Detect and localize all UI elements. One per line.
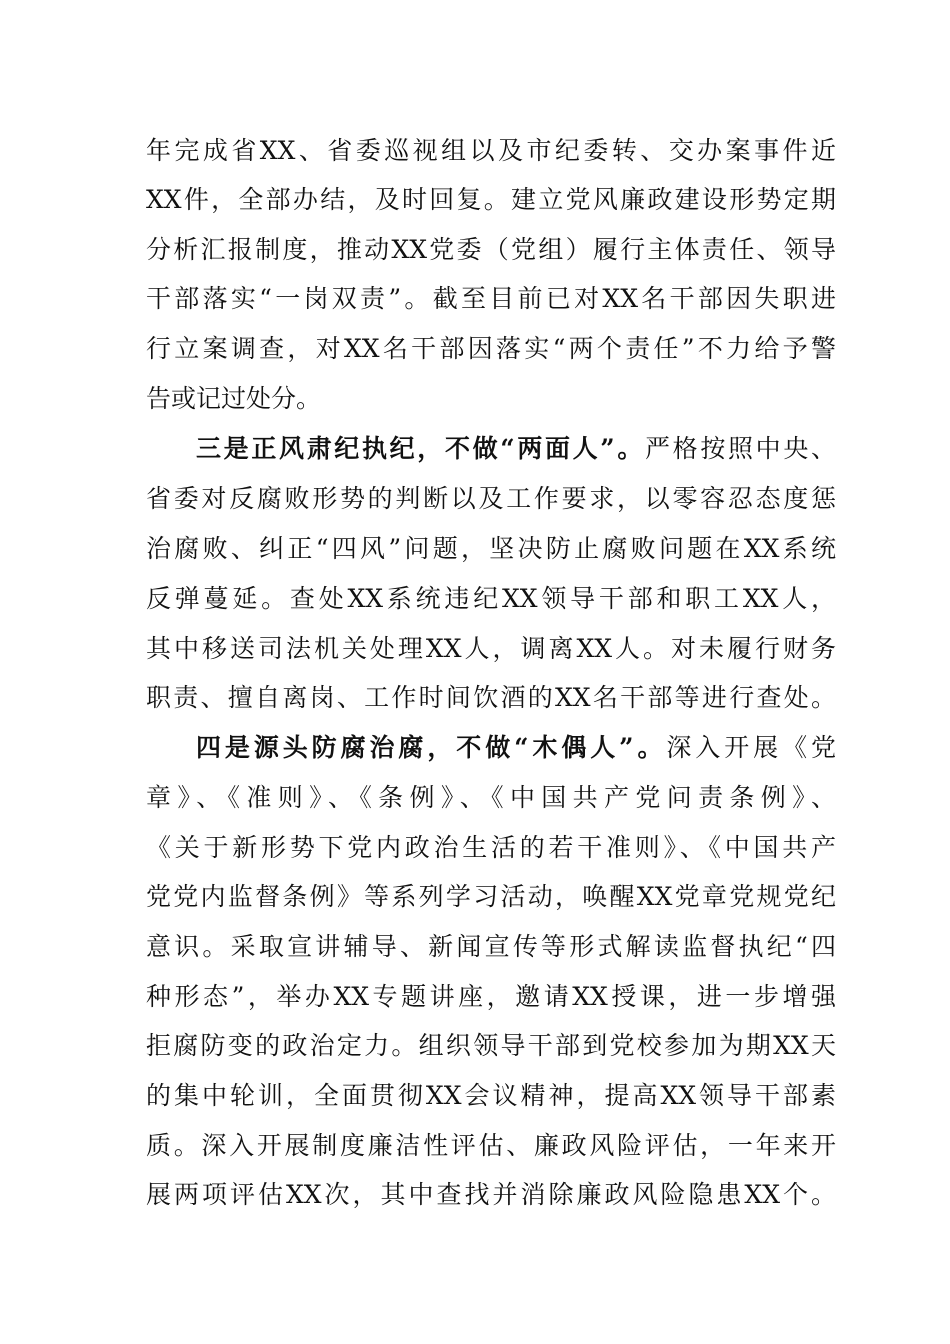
paragraph-3-line-9: 质。深入开展制度廉洁性评估、廉政风险评估，一年来开 xyxy=(146,1131,836,1160)
paragraph-1-line-1: 年完成省XX、省委巡视组以及市纪委转、交办案事件近 xyxy=(146,136,836,165)
paragraph-2-line-3: 治腐败、纠正“四风”问题，坚决防止腐败问题在XX系统 xyxy=(146,534,836,563)
paragraph-1-line-4: 干部落实“一岗双责”。截至目前已对XX名干部因失职进 xyxy=(146,284,836,313)
paragraph-1-line-2: XX件，全部办结，及时回复。建立党风廉政建设形势定期 xyxy=(146,185,836,214)
paragraph-2-line-4: 反弹蔓延。查处XX系统违纪XX领导干部和职工XX人， xyxy=(146,584,836,613)
paragraph-2-first-line-rest: 严格按照中央、 xyxy=(645,434,836,463)
paragraph-1-line-3: 分析汇报制度，推动XX党委（党组）履行主体责任、领导 xyxy=(146,235,836,264)
paragraph-3-line-10: 展两项评估XX次，其中查找并消除廉政风险隐患XX个。 xyxy=(146,1180,836,1209)
paragraph-3-line-3: 《关于新形势下党内政治生活的若干准则》、《中国共产 xyxy=(146,833,836,862)
paragraph-1-line-5: 行立案调查，对XX名干部因落实“两个责任”不力给予警 xyxy=(146,334,836,363)
paragraph-2-line-2: 省委对反腐败形势的判断以及工作要求，以零容忍态度惩 xyxy=(146,484,836,513)
paragraph-2-line-5: 其中移送司法机关处理XX人，调离XX人。对未履行财务 xyxy=(146,634,836,663)
paragraph-3-line-8: 的集中轮训，全面贯彻XX会议精神，提高XX领导干部素 xyxy=(146,1081,836,1110)
paragraph-1-line-6: 告或记过处分。 xyxy=(146,384,322,413)
paragraph-2-line-1 xyxy=(196,424,836,474)
paragraph-3-line-2: 章》、《准则》、《条例》、《中国共产党问责条例》、 xyxy=(146,783,836,812)
paragraph-3-first-line-rest: 深入开展《党 xyxy=(666,733,836,762)
paragraph-3-line-7: 拒腐防变的政治定力。组织领导干部到党校参加为期XX天 xyxy=(146,1031,836,1060)
paragraph-3-heading: 四是源头防腐治腐，不做“木偶人”。 xyxy=(196,733,667,762)
paragraph-2-heading: 三是正风肃纪执纪，不做“两面人”。 xyxy=(196,434,646,463)
paragraph-3-line-1 xyxy=(196,723,836,773)
paragraph-3-line-4: 党党内监督条例》等系列学习活动，唤醒XX党章党规党纪 xyxy=(146,882,836,911)
paragraph-3-line-6: 种形态”，举办XX专题讲座，邀请XX授课，进一步增强 xyxy=(146,982,836,1011)
paragraph-3-line-5: 意识。采取宣讲辅导、新闻宣传等形式解读监督执纪“四 xyxy=(146,932,836,961)
paragraph-2-line-6: 职责、擅自离岗、工作时间饮酒的XX名干部等进行查处。 xyxy=(146,683,836,712)
